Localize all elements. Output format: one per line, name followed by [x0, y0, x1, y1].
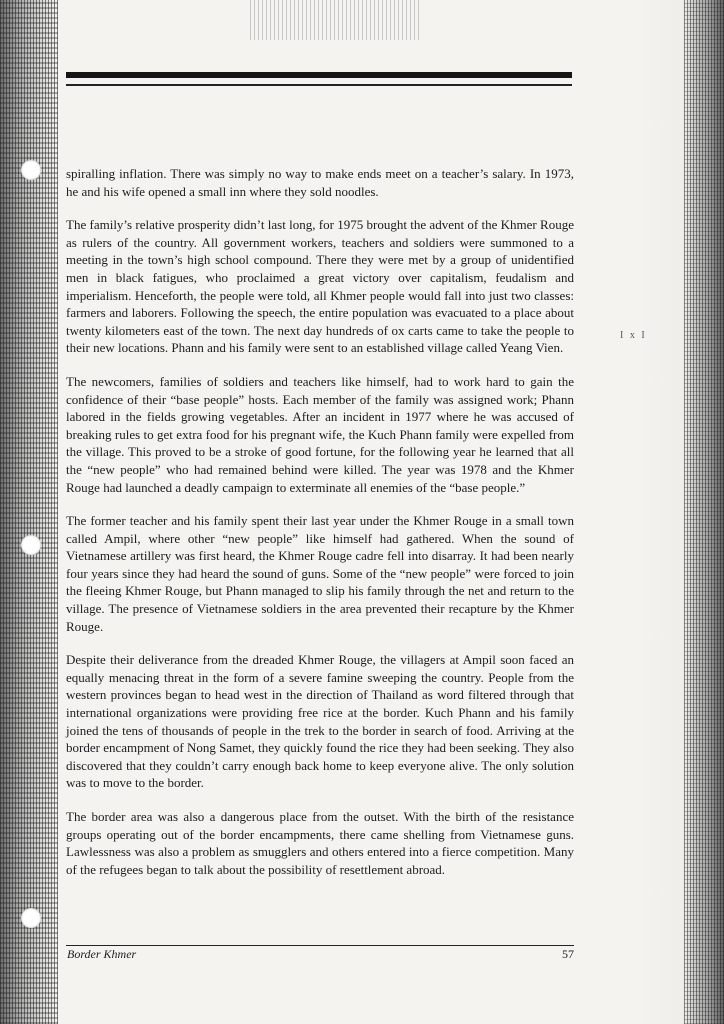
header-rule-thick — [66, 72, 572, 78]
footer-rule — [66, 945, 574, 946]
page-number: 57 — [562, 947, 574, 961]
header-rule-thin — [66, 84, 572, 86]
scan-edge-left — [0, 0, 58, 1024]
paragraph: The former teacher and his family spent their last year under the Khmer Rouge in a small town called Ampil, where other “new people” like himself had gathered. When the sound of Vietnamese artillery was first heard, the Khmer Rouge cadre fell into disarray. It had been nearly four years since they had heard the sound of guns. Some of the “new people” were forced to join the fleeing Khmer Rouge, but Phann managed to slip his family through the net and return to the village. The presence of Vietnamese soldiers in the area prevented their recapture by the Khmer Rouge. — [66, 513, 574, 634]
footer-title: Border Khmer — [67, 947, 137, 961]
body-text — [66, 165, 574, 894]
punch-hole — [21, 908, 41, 928]
margin-mark: I x I — [620, 330, 647, 341]
punch-hole — [21, 535, 41, 555]
punch-hole — [21, 160, 41, 180]
paragraph: Despite their deliverance from the dreaded Khmer Rouge, the villagers at Ampil soon faced an equally menacing threat in the form of a severe famine sweeping the country. People from the western provinces began to head west in the direction of Thailand as word filtered through that international organizations were providing free rice at the border. Kuch Phann and his family joined the tens of thousands of people in the trek to the border in search of food. Arriving at the border encampment of Nong Samet, they quickly found the rice they had been seeking. They also discovered that they couldn’t carry enough back home to keep everyone alive. The only solution was to move to the border. — [66, 652, 574, 791]
paragraph: The border area was also a dangerous place from the outset. With the birth of the resistance groups operating out of the border encampments, there came shelling from Vietnamese guns. Lawlessness was also a problem as smugglers and others entered into a fierce competition. Many of the refugees began to talk about the possibility of resettlement abroad. — [66, 809, 574, 877]
paragraph: The family’s relative prosperity didn’t last long, for 1975 brought the advent of the Khmer Rouge as rulers of the country. All government workers, teachers and soldiers were summoned to a meeting in the town’s high school compound. There they were met by a group of unidentified men in black fatigues, who proclaimed a great victory over capitalism, feudalism and imperialism. Henceforth, the people were told, all Khmer people would fall into just two classes: farmers and laborers. Following the speech, the entire population was evacuated to a place about twenty kilometers east of the town. The next day hundreds of ox carts came to take the people to their new locations. Phann and his family were sent to an established village called Yeang Vien. — [66, 217, 574, 356]
paragraph: The newcomers, families of soldiers and teachers like himself, had to work hard to gain the confidence of their “base people” hosts. Each member of the family was assigned work; Phann labored in the fields growing vegetables. After an incident in 1977 where he was accused of breaking rules to get extra food for his pregnant wife, the Kuch Phann family were expelled from the village. This proved to be a stroke of good fortune, for the following year he learned that all the “new people” who had remained behind were killed. The year was 1978 and the Khmer Rouge had launched a deadly campaign to exterminate all enemies of the “base people.” — [66, 373, 574, 495]
scan-edge-right — [684, 0, 724, 1024]
scan-artifact-top — [250, 0, 420, 40]
paragraph: spiralling inflation. There was simply no way to make ends meet on a teacher’s salary. In 1973, he and his wife opened a small inn where they sold noodles. — [66, 166, 574, 199]
